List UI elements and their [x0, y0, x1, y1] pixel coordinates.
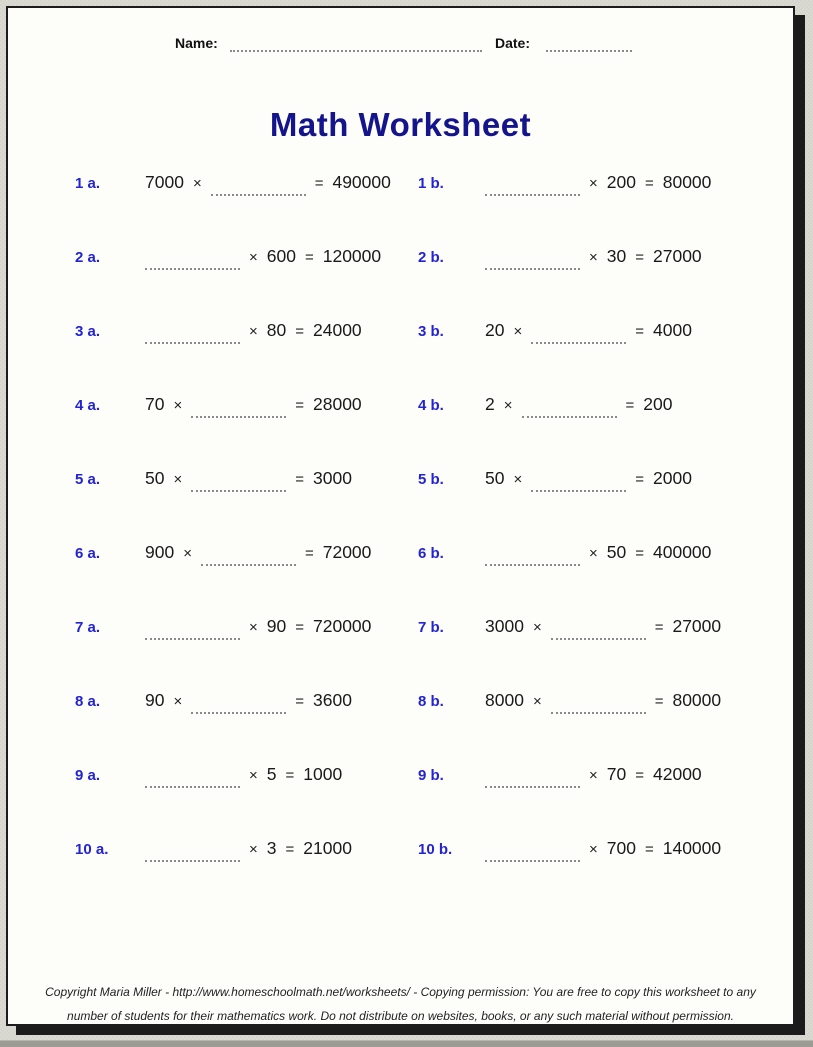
date-blank-line — [546, 36, 632, 52]
problem-expression — [485, 246, 702, 267]
answer-blank — [551, 711, 646, 714]
operand: 7000 — [145, 172, 184, 192]
problem-expression — [485, 172, 711, 193]
multiply-sign: × — [183, 545, 192, 562]
problem-number: 10 a. — [75, 841, 109, 858]
answer-blank — [201, 563, 296, 566]
problem-number: 1 a. — [75, 175, 101, 192]
operand: 50 — [606, 542, 627, 562]
multiply-sign: × — [249, 767, 258, 784]
operand: 5 — [266, 764, 277, 784]
problem-9b — [418, 764, 702, 785]
operand: 80 — [266, 320, 287, 340]
equals-sign: = — [635, 545, 644, 562]
operand: 90 — [145, 690, 165, 710]
equals-sign: = — [295, 471, 304, 488]
problem-number: 6 a. — [75, 545, 101, 562]
answer-blank — [211, 193, 306, 196]
problem-number: 6 b. — [418, 545, 444, 562]
equals-sign: = — [635, 471, 644, 488]
multiply-sign: × — [589, 767, 598, 784]
equals-sign: = — [654, 693, 664, 710]
problem-number: 2 b. — [418, 249, 444, 266]
problem-expression — [485, 764, 702, 785]
operand: 30 — [606, 246, 627, 266]
problem-expression — [485, 616, 721, 637]
problem-row — [8, 160, 793, 234]
multiply-sign: × — [249, 323, 258, 340]
answer-blank — [191, 489, 286, 492]
equals-sign: = — [635, 249, 644, 266]
product-value: 140000 — [662, 838, 722, 858]
answer-blank — [485, 785, 580, 788]
problem-number: 3 a. — [75, 323, 101, 340]
problem-3b — [418, 320, 692, 341]
problem-number: 5 a. — [75, 471, 101, 488]
multiply-sign: × — [532, 619, 542, 636]
multiply-sign: × — [589, 249, 598, 266]
multiply-sign: × — [532, 693, 542, 710]
multiply-sign: × — [173, 397, 183, 414]
problem-1a — [75, 172, 391, 193]
product-value: 3600 — [313, 690, 352, 710]
date-label: Date: — [495, 35, 531, 51]
problem-row — [8, 678, 793, 752]
problem-row — [8, 234, 793, 308]
product-value: 28000 — [313, 394, 362, 414]
screen-bottom-edge — [0, 1040, 813, 1047]
product-value: 72000 — [322, 542, 372, 562]
operand: 50 — [145, 468, 165, 488]
product-value: 1000 — [303, 764, 343, 784]
answer-blank — [531, 489, 626, 492]
product-value: 400000 — [653, 542, 712, 562]
copyright-footer — [38, 980, 763, 1028]
operand: 2 — [485, 394, 495, 414]
product-value: 27000 — [653, 246, 702, 266]
product-value: 4000 — [653, 320, 692, 340]
problem-number: 2 a. — [75, 249, 101, 266]
product-value: 27000 — [672, 616, 722, 636]
equals-sign: = — [285, 841, 295, 858]
answer-blank — [191, 415, 286, 418]
multiply-sign: × — [173, 471, 183, 488]
equals-sign: = — [295, 619, 304, 636]
problem-number: 9 b. — [418, 767, 444, 784]
problem-8a — [75, 690, 352, 711]
page-title: Math Worksheet — [269, 106, 532, 143]
multiply-sign: × — [589, 545, 598, 562]
copyright-line-1: Copyright Maria Miller - http://www.homeschoolmath.net/worksheets/ - Copying permission: You are free to copy this worksheet to any — [45, 985, 756, 999]
product-value: 720000 — [313, 616, 372, 636]
problem-number: 1 b. — [418, 175, 444, 192]
problem-row — [8, 308, 793, 382]
product-value: 490000 — [332, 172, 391, 192]
problem-row — [8, 604, 793, 678]
problem-expression — [485, 468, 692, 489]
answer-blank — [485, 267, 580, 270]
problem-2b — [418, 246, 702, 267]
problem-expression — [485, 690, 721, 711]
answer-blank — [145, 859, 240, 862]
problem-1b — [418, 172, 711, 193]
problem-expression — [145, 838, 352, 859]
problem-expression — [145, 246, 381, 267]
problem-5a — [75, 468, 352, 489]
answer-blank — [485, 193, 580, 196]
product-value: 2000 — [653, 468, 692, 488]
name-blank-line — [230, 36, 482, 52]
problem-expression — [485, 838, 721, 859]
product-value: 80000 — [662, 172, 712, 192]
problem-10a — [75, 838, 352, 859]
multiply-sign: × — [192, 175, 202, 192]
problem-expression — [485, 394, 672, 415]
equals-sign: = — [314, 175, 324, 192]
problem-number: 7 b. — [418, 619, 444, 636]
problem-expression — [145, 542, 371, 563]
problem-expression — [145, 320, 362, 341]
operand: 600 — [266, 246, 296, 266]
equals-sign: = — [295, 323, 304, 340]
problem-number: 5 b. — [418, 471, 444, 488]
operand: 200 — [606, 172, 636, 192]
problem-number: 4 a. — [75, 397, 101, 414]
operand: 90 — [266, 616, 287, 636]
operand: 8000 — [485, 690, 524, 710]
worksheet-page — [6, 6, 795, 1026]
equals-sign: = — [304, 545, 314, 562]
equals-sign: = — [295, 397, 304, 414]
equals-sign: = — [635, 767, 644, 784]
operand: 70 — [606, 764, 627, 784]
answer-blank — [191, 711, 286, 714]
product-value: 80000 — [672, 690, 722, 710]
problem-expression — [485, 320, 692, 341]
multiply-sign: × — [589, 841, 598, 858]
operand: 20 — [485, 320, 505, 340]
operand: 700 — [606, 838, 636, 858]
answer-blank — [145, 785, 240, 788]
problem-8b — [418, 690, 721, 711]
equals-sign: = — [304, 249, 314, 266]
worksheet-page-inner — [8, 8, 793, 1024]
answer-blank — [531, 341, 626, 344]
answer-blank — [485, 563, 580, 566]
equals-sign: = — [625, 397, 635, 414]
problem-expression — [145, 172, 391, 193]
operand: 70 — [145, 394, 165, 414]
operand: 50 — [485, 468, 505, 488]
multiply-sign: × — [589, 175, 598, 192]
answer-blank — [522, 415, 617, 418]
problem-4a — [75, 394, 362, 415]
answer-blank — [145, 267, 240, 270]
problem-9a — [75, 764, 342, 785]
answer-blank — [551, 637, 646, 640]
problem-7b — [418, 616, 721, 637]
problem-row — [8, 530, 793, 604]
multiply-sign: × — [173, 693, 183, 710]
multiply-sign: × — [503, 397, 513, 414]
problem-expression — [145, 616, 371, 637]
problem-row — [8, 826, 793, 900]
multiply-sign: × — [513, 471, 523, 488]
product-value: 42000 — [653, 764, 702, 784]
multiply-sign: × — [249, 619, 258, 636]
problem-number: 4 b. — [418, 397, 444, 414]
product-value: 120000 — [322, 246, 382, 266]
operand: 3000 — [485, 616, 524, 636]
problem-6b — [418, 542, 711, 563]
problem-expression — [485, 542, 711, 563]
problem-number: 3 b. — [418, 323, 444, 340]
equals-sign: = — [654, 619, 664, 636]
problem-expression — [145, 468, 352, 489]
product-value: 3000 — [313, 468, 352, 488]
equals-sign: = — [635, 323, 644, 340]
problems — [8, 160, 793, 900]
equals-sign: = — [644, 175, 654, 192]
copyright-line-2: number of students for their mathematics work. Do not distribute on websites, books, or any such material without permission. — [67, 1009, 734, 1023]
problem-expression — [145, 690, 352, 711]
equals-sign: = — [644, 841, 654, 858]
problem-3a — [75, 320, 362, 341]
problem-row — [8, 456, 793, 530]
problem-number: 10 b. — [418, 841, 453, 858]
name-label: Name: — [175, 35, 218, 51]
problem-number: 7 a. — [75, 619, 101, 636]
product-value: 24000 — [313, 320, 362, 340]
multiply-sign: × — [249, 841, 258, 858]
answer-blank — [145, 637, 240, 640]
problem-5b — [418, 468, 692, 489]
operand: 900 — [145, 542, 175, 562]
problem-row — [8, 382, 793, 456]
problem-7a — [75, 616, 371, 637]
problem-row — [8, 752, 793, 826]
problem-number: 8 b. — [418, 693, 444, 710]
multiply-sign: × — [249, 249, 258, 266]
problem-10b — [418, 838, 721, 859]
problem-expression — [145, 394, 362, 415]
problem-4b — [418, 394, 672, 415]
multiply-sign: × — [513, 323, 523, 340]
equals-sign: = — [285, 767, 295, 784]
product-value: 200 — [643, 394, 673, 414]
answer-blank — [145, 341, 240, 344]
operand: 3 — [266, 838, 277, 858]
problem-2a — [75, 246, 381, 267]
problem-number: 8 a. — [75, 693, 101, 710]
equals-sign: = — [295, 693, 304, 710]
problem-number: 9 a. — [75, 767, 101, 784]
problem-6a — [75, 542, 371, 563]
problem-expression — [145, 764, 342, 785]
answer-blank — [485, 859, 580, 862]
product-value: 21000 — [303, 838, 352, 858]
